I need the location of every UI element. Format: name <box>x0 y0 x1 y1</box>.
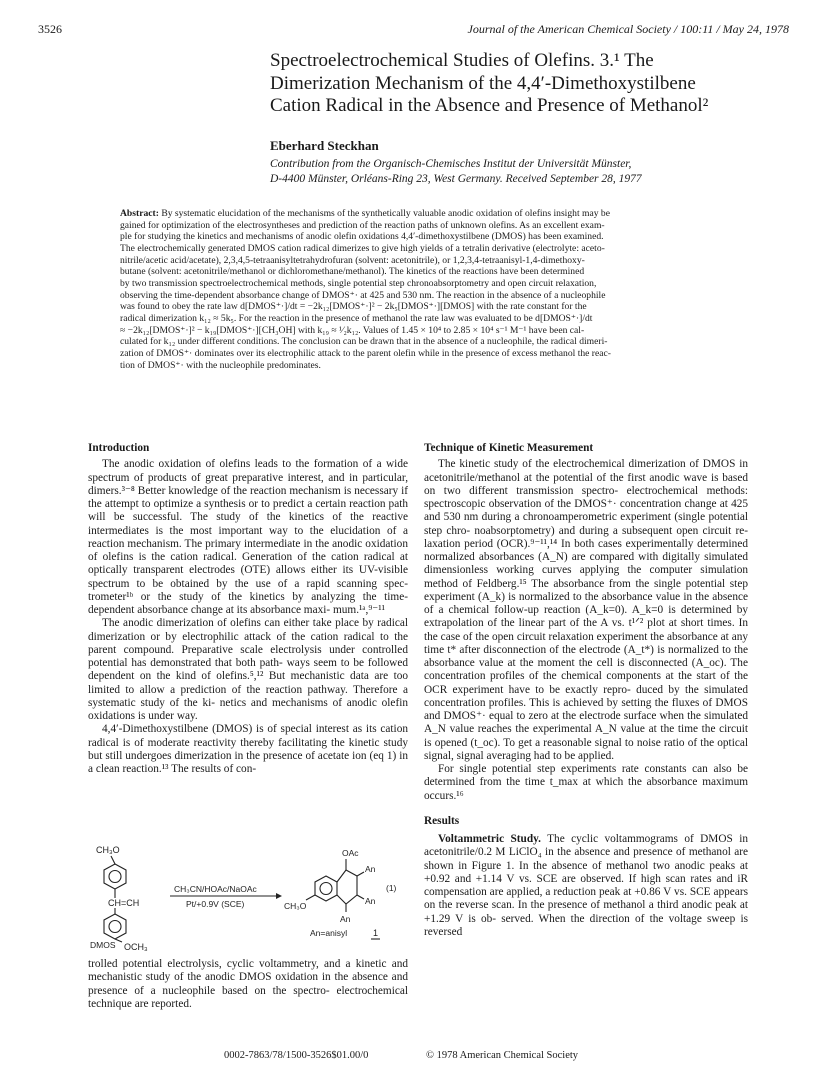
text-line: cation radical. Generation of the cation radical at optically <box>88 551 409 577</box>
abstract-line: nitrile/acetic acid/acetate), 2,3,4,5-tetraanisyltetrahydrofuran (solvent: acetonitrile), or 1,2,3,4-tetraanisyl-1,4-dimethoxy- <box>120 254 585 266</box>
text-line: For single potential step experiments rate constants can also <box>438 763 732 775</box>
text-line: chronoamperometric experiment (single potential step chro- <box>424 511 748 537</box>
text-line: linear part of the A vs. t¹ᐟ² plot at short times. In the case of <box>424 617 749 643</box>
text-line: way. <box>176 710 198 722</box>
subsection-heading: Voltammetric Study. <box>438 833 541 845</box>
text-line: be determined from the time t_max at which the absorbance <box>424 763 748 789</box>
methoxy-label-top: CH₃O <box>96 845 120 855</box>
abstract-line: zation of DMOS⁺· dominates over its electrophilic attack to the parent olefin while in the presence of excess methanol the reac- <box>120 347 611 359</box>
text-line: determined normalized absorbances (A_N) are compared with <box>424 537 748 563</box>
affiliation <box>270 157 790 187</box>
text-line: under controlled potential has demonstrated that both path- <box>88 643 408 669</box>
text-line: netics and mechanisms of anodic olefin oxidations is under <box>88 696 408 722</box>
abstract <box>120 208 710 371</box>
affiliation-line: Contribution from the Organisch-Chemisches Institut der Universität Münster, <box>270 158 632 170</box>
text-line: trometer¹ᵇ or the study of the kinetics by analyzing the time- <box>88 590 408 603</box>
title-line: Dimerization Mechanism of the 4,4′-Dimethoxystilbene <box>270 72 696 94</box>
vinyl-label: CH=CH <box>108 898 140 908</box>
text-line: transparent electrodes (OTE) allows either its UV-visible <box>133 564 409 577</box>
title-line: Spectroelectrochemical Studies of Olefins. 3.¹ The <box>270 50 654 71</box>
text-line: in particular, dimers.³⁻⁸ Better knowledge of the reaction <box>88 471 409 497</box>
equation-number: (1) <box>386 883 397 893</box>
abstract-line: observing the time-dependent absorbance change of DMOS⁺· at 425 and 530 nm. The reaction in the absence of a nucleophile <box>120 289 606 301</box>
text-line: kinetic study but still undergoes dimerization in the presence <box>88 736 408 762</box>
text-line: dependent absorbance change at its absorbance maxi- <box>88 604 331 616</box>
abstract-line: ≈ −2k₁₂[DMOS⁺·]² − k₁₉[DMOS⁺·][CH₃OH] with k₁₉ ≈ ¹⁄₂k₁₂. Values of 1.45 × 10⁴ to 2.85 × 10⁴ s⁻¹ M⁻¹ have been cal- <box>120 324 585 336</box>
text-line: digitally simulated dimensionless working curves applying the <box>424 551 749 577</box>
footer-copyright: © 1978 American Chemical Society <box>426 1050 579 1061</box>
text-line: reaction (A_k=0). A_k=0 is determined by extrapolation of the <box>424 604 748 630</box>
text-line: two anodic peaks at +0.92 and +1.14 V vs. SCE are observed. <box>424 859 748 885</box>
tetralin-aromatic-ring <box>315 876 337 901</box>
text-line: the open circuit relaxation experiment the absorbance at any <box>475 630 749 643</box>
text-line: experimental A_N value at the time the circuit is opened (t_oc). <box>424 723 748 749</box>
text-line: by setting the fluxes of DMOS and DMOS⁺· equal to zero at <box>424 696 748 722</box>
author-name: Eberhard Steckhan <box>270 138 379 153</box>
title-line: Cation Radical in the Absence and Presence of Methanol² <box>270 95 709 116</box>
text-line: primary intermediate in the anodic oxidation of olefins is the <box>88 537 408 563</box>
benzene-ring-bottom <box>104 914 126 939</box>
reaction-scheme <box>88 842 418 954</box>
running-header <box>38 22 789 38</box>
anisyl-label: An <box>340 914 351 924</box>
abstract-line: tion of DMOS⁺· with the nucleophile predominates. <box>120 359 321 371</box>
text-line: duced by the simulated concentration profiles. This is achieved <box>424 683 748 709</box>
text-line: The anodic dimerization of olefins can either take place by <box>102 617 374 630</box>
text-line: ways seem to be followed dependent on the kind of olefins.⁵,¹² <box>88 657 408 683</box>
compound-number: 1 <box>373 928 379 938</box>
text-line: (A_oc). The concentration profiles of the chemical components <box>424 657 748 683</box>
text-line: from the single potential step experiment (A_k) is normalized <box>424 577 748 603</box>
text-line: computer simulation method of Feldberg.¹⁵ The absorbance <box>424 564 749 590</box>
abstract-line: By systematic elucidation of the mechanisms of the synthetically valuable anodic oxidation of olefins insight may be <box>161 208 610 219</box>
text-line: anodic wave is based on two different transmission spectro- <box>424 471 748 497</box>
abstract-label: Abstract: <box>120 208 159 219</box>
text-line: But mechanistic data are too limited to allow a prediction of <box>88 670 409 696</box>
text-line: The anodic oxidation of olefins leads to the formation of <box>102 458 373 471</box>
abstract-line: The electrochemically generated DMOS cation radical dimerizes to give high yields of a tetralin derivative (electrolyte: aceto- <box>120 242 605 254</box>
text-line: DMOS⁺· concentration change at 425 and 530 nm during a <box>424 498 749 524</box>
abstract-line: butane (solvent: acetonitrile/methanol or dichloromethane/methanol). The kinetics of the reactions have been determined <box>120 266 585 278</box>
text-line: radical dimerization or by electrophilic attack of the cation <box>88 617 408 643</box>
text-line: of acetate ion (eq 1) in a clean reaction.¹³ The results of con- <box>88 749 409 775</box>
introduction-continuation <box>88 958 408 1011</box>
text-line: mum.¹ᵃ,⁹⁻¹¹ <box>332 604 386 616</box>
text-line: electrochemical technique are reported. <box>88 984 409 1010</box>
text-line: peak at +0.86 V vs. SCE appears on the reverse scan. In the <box>424 886 748 912</box>
text-line: time t* after disconnection of the electrode (A_t*) is normalized <box>424 643 719 656</box>
product-methoxy-label: CH₃O <box>284 901 307 911</box>
reagents-label: CH₃CN/HOAc/NaOAc <box>174 884 257 894</box>
text-line: served. When the direction of the voltage sweep is reversed <box>424 912 748 938</box>
section-heading: Results <box>424 814 460 827</box>
text-line: and mechanistic study of the anodic DMOS oxidation in the <box>88 958 408 984</box>
text-line: signal averaging had to be applied. <box>456 749 615 762</box>
text-line: methanol are shown in Figure 1. In the absence of methanol <box>424 846 749 872</box>
text-line: at the start of the OCR experiment have to be exactly repro- <box>424 670 748 696</box>
conditions-label: Pt/+0.9V (SCE) <box>186 899 245 909</box>
text-line: The cyclic voltammograms of DMOS <box>547 833 733 845</box>
text-line: mechanism is necessary if the attempt to optimize a synthesis <box>88 484 408 510</box>
text-line: electrochemical methods: spectroscopic observation of the <box>424 484 748 510</box>
paragraph <box>88 458 408 617</box>
article-title <box>270 50 790 118</box>
text-line: to the absorbance value in the absence of a chemical follow-up <box>424 590 748 616</box>
anisyl-definition: An=anisyl <box>310 928 348 938</box>
acetoxy-label: OAc <box>342 848 359 858</box>
text-line: radical to the parent compound. Preparative scale electrolysis <box>88 630 408 656</box>
text-line: to the absorbance value at the moment the cell is disconnected <box>424 643 748 669</box>
text-line: If high scan rates and iR compensation are applied, a reduction <box>424 872 748 898</box>
paragraph <box>88 958 408 1011</box>
text-line: in acetonitrile/0.2 M LiClO₄ in the absence and presence of <box>424 833 748 859</box>
paragraph <box>424 458 748 763</box>
anisyl-label: An <box>365 896 376 906</box>
text-line: To get a reasonable signal to noise ratio of the optical signal, <box>424 736 749 762</box>
introduction-section <box>88 442 408 776</box>
paragraph <box>424 763 748 803</box>
text-line: noabsorptometry) and during a subsequent open circuit re- <box>474 524 748 537</box>
methoxy-label-bottom: OCH₃ <box>124 942 148 952</box>
dmos-label: DMOS <box>90 940 116 950</box>
text-line: study of the kinetics of the reactive intermediates is the most <box>88 511 408 537</box>
abstract-line: by two transmission spectroelectrochemical methods, single potential step chronoabsorptometry and open circuit relaxation, <box>120 277 597 289</box>
affiliation-line: D-4400 Münster, Orléans-Ring 23, West Germany. Received September 28, 1977 <box>270 173 642 185</box>
text-line: absence and presence of a nucleophile based on the spectro- <box>88 971 408 997</box>
text-line: presence of methanol a third anodic peak at +1.29 V is ob- <box>424 899 748 925</box>
footer-code: 0002-7863/78/1500-3526$01.00/0 <box>224 1050 369 1061</box>
section-heading: Introduction <box>88 442 150 454</box>
text-line: The kinetic study of the electrochemical dimerization of <box>438 458 699 471</box>
text-line: the reaction pathway. Therefore a systematic study of the ki- <box>88 683 408 709</box>
technique-section <box>424 442 748 939</box>
text-line: trolled potential electrolysis, cyclic voltammetry, and a kinetic <box>88 958 387 970</box>
text-line: important way to the elucidation of a reaction mechanism. The <box>88 524 408 550</box>
text-line: cation radical is of moderate reactivity thereby facilitating the <box>88 723 408 749</box>
text-line: a wide spectrum of products of great preparative interest, and <box>88 458 408 484</box>
text-line: spectrum to be obtained by the use of a rapid scanning spec- <box>88 577 408 590</box>
paragraph <box>88 617 408 723</box>
abstract-line: was found to obey the rate law d[DMOS⁺·]/dt = −2k₁₂[DMOS⁺·]² − 2k₅[DMOS⁺·][DMOS] with the rate constant for the <box>120 301 587 313</box>
text-line: the electrode surface when the simulated A_N value reaches the <box>424 710 748 736</box>
abstract-line: culated for k₁₂ under different conditions. The conclusion can be drawn that in the absence of a nucleophile, the radical dimeri- <box>120 336 608 348</box>
page-number: 3526 <box>38 22 62 36</box>
text-line: or to predict a certain reaction path will be successful. The <box>88 498 408 524</box>
abstract-line: gained for optimization of the electrosyntheses and prediction of the reaction paths of unknown olefins. As an excellent exam- <box>120 219 605 231</box>
text-line: 4,4′-Dimethoxystilbene (DMOS) is of special interest as its <box>102 723 377 736</box>
text-line: laxation period (OCR).⁹⁻¹¹,¹⁴ In both cases experimentally <box>424 537 694 550</box>
abstract-line: radical dimerization k₁₂ ≈ 5k₅. For the reaction in the presence of methanol the rate law was evaluated to be d[DMOS⁺·]/dt <box>120 312 593 324</box>
text-line: maximum occurs.¹⁶ <box>424 776 749 802</box>
journal-citation: Journal of the American Chemical Society / 100:11 / May 24, 1978 <box>467 22 789 36</box>
section-heading: Technique of Kinetic Measurement <box>424 442 594 454</box>
anisyl-label: An <box>365 864 376 874</box>
abstract-line: ple for studying the kinetics and mechanisms of anodic olefin oxidations 4,4′-dimethoxystilbene (DMOS) has been examined. <box>120 231 604 243</box>
paragraph <box>424 833 748 939</box>
text-line: DMOS in acetonitrile/methanol at the potential of the first <box>424 458 748 484</box>
paragraph <box>88 723 408 776</box>
benzene-ring-top <box>104 864 126 889</box>
